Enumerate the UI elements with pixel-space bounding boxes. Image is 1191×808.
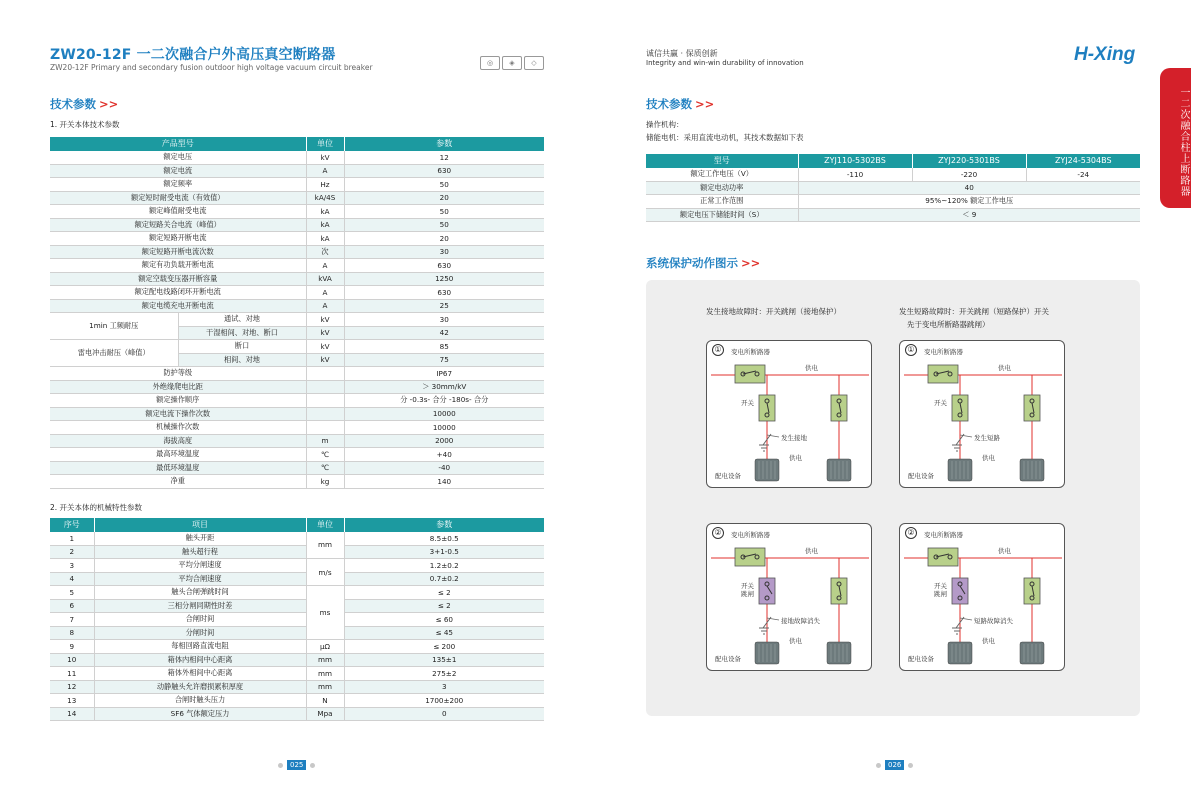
supply-label: 供电 — [805, 364, 818, 372]
fault-label: 接地故障消失 — [781, 617, 820, 625]
section-heading-protection: 系统保护动作图示 >> — [646, 256, 761, 270]
page-subtitle: ZW20-12F Primary and secondary fusion outdoor high voltage vacuum circuit breaker — [50, 63, 373, 72]
col-header-unit: 单位 — [306, 518, 344, 532]
fault-label: 发生接地 — [781, 434, 807, 442]
table2-caption: 2. 开关本体的机械特性参数 — [50, 503, 143, 512]
cert-icon: ◎ — [480, 56, 500, 70]
brand-logo — [1074, 40, 1138, 66]
power-label: 供电 — [789, 454, 802, 462]
supply-label: 供电 — [805, 547, 818, 555]
mechanism-label: 操作机构： — [646, 120, 684, 129]
col-header-model-a: ZYJ110-5302BS — [798, 154, 912, 168]
table-row: 13 合闸时触头压力 N 1700±200 — [50, 694, 544, 708]
table-row: 额定电流 A 630 — [50, 164, 544, 178]
svg-text:H-Xing: H-Xing — [1074, 44, 1136, 65]
table-row: 额定有功负载开断电流 A 630 — [50, 259, 544, 273]
breaker-label: 变电所断路器 — [731, 348, 770, 356]
table-row: 机械操作次数 10000 — [50, 421, 544, 435]
switch-label: 开关 — [741, 399, 754, 407]
table-row: 额定电压 kV 12 — [50, 151, 544, 165]
table-row: 4 平均合闸速度 0.7±0.2 — [50, 572, 544, 586]
table-row: 额定短路开断电流次数 次 30 — [50, 245, 544, 259]
table-row: 额定电流下操作次数 10000 — [50, 407, 544, 421]
equipment-label: 配电设备 — [908, 655, 934, 663]
switch-label: 开关跳闸 — [741, 582, 754, 598]
slogan: 诚信共赢 · 保质创新 — [646, 49, 718, 58]
step-number: ② — [712, 527, 724, 539]
table-row: 最高环境温度 ℃ +40 — [50, 448, 544, 462]
supply-label: 供电 — [998, 547, 1011, 555]
power-label: 供电 — [789, 637, 802, 645]
table-row: 10 箱体内相间中心距离 mm 135±1 — [50, 653, 544, 667]
breaker-label: 变电所断路器 — [731, 531, 770, 539]
section-heading: 技术参数 >> — [50, 97, 119, 111]
right-page — [596, 0, 1191, 808]
table-row: 额定空载变压器开断容量 kVA 1250 — [50, 272, 544, 286]
fault-label: 短路故障消失 — [974, 617, 1013, 625]
switch-label: 开关 — [934, 399, 947, 407]
page-title: ZW20-12F 一二次融合户外高压真空断路器 — [50, 47, 336, 63]
table-row: 额定短路关合电流（峰值） kA 50 — [50, 218, 544, 232]
section-heading: 技术参数 >> — [646, 97, 715, 111]
table-row: 额定电动功率 40 — [646, 181, 1140, 195]
table-row: 9 每相回路直流电阻 μΩ ≤ 200 — [50, 640, 544, 654]
protection-panel — [899, 523, 1065, 671]
protection-panel — [706, 523, 872, 671]
table-row: 额定电缆充电开断电流 A 25 — [50, 299, 544, 313]
cert-icon: ◈ — [502, 56, 522, 70]
mechanical-spec-table — [50, 518, 544, 721]
cert-icon: ◇ — [524, 56, 544, 70]
table-row: 海拔高度 m 2000 — [50, 434, 544, 448]
col-header-param: 参数 — [344, 518, 544, 532]
table-row: 额定频率 Hz 50 — [50, 178, 544, 192]
table-row: 净重 kg 140 — [50, 475, 544, 489]
page-number: 025 — [278, 760, 315, 770]
table-row: 11 箱体外相间中心距离 mm 275±2 — [50, 667, 544, 681]
fault-label: 发生短路 — [974, 434, 1000, 442]
page-number: 026 — [876, 760, 913, 770]
breaker-label: 变电所断路器 — [924, 348, 963, 356]
switch-label: 开关跳闸 — [934, 582, 947, 598]
short-fault-caption: 发生短路故障时：开关跳闸（短路保护）开关 — [899, 307, 1049, 316]
table-row: 12 动静触头允许磨损累积厚度 mm 3 — [50, 680, 544, 694]
col-header-unit: 单位 — [306, 137, 344, 151]
slogan-en: Integrity and win-win durability of innovation — [646, 59, 804, 67]
motor-description: 储能电机：采用直流电动机，其技术数据如下表 — [646, 133, 804, 142]
step-number: ① — [712, 344, 724, 356]
col-header-model: 产品型号 — [50, 137, 306, 151]
table-row: 8 分闸时间 ≤ 45 — [50, 626, 544, 640]
col-header-item: 项目 — [94, 518, 306, 532]
breaker-label: 变电所断路器 — [924, 531, 963, 539]
col-header-model-c: ZYJ24-5304BS — [1026, 154, 1140, 168]
col-header-index: 序号 — [50, 518, 94, 532]
table-row: 干湿相间、对地、断口 kV 42 — [50, 326, 544, 340]
table-row: 最低环境温度 ℃ -40 — [50, 461, 544, 475]
step-number: ② — [905, 527, 917, 539]
table-row: 额定工作电压（V） -110 -220 -24 — [646, 168, 1140, 182]
protection-panel — [899, 340, 1065, 488]
table-row: 6 三相分闸同期性时差 ≤ 2 — [50, 599, 544, 613]
table1-caption: 1. 开关本体技术参数 — [50, 120, 120, 129]
ground-fault-caption: 发生接地故障时：开关跳闸（接地保护） — [706, 307, 841, 316]
equipment-label: 配电设备 — [715, 472, 741, 480]
table-row: 额定操作顺序 分 -0.3s- 合分 -180s- 合分 — [50, 394, 544, 408]
table-row: 1 触头开距 mm 8.5±0.5 — [50, 532, 544, 546]
left-page — [0, 0, 595, 808]
table-row: 相间、对地 kV 75 — [50, 353, 544, 367]
supply-label: 供电 — [998, 364, 1011, 372]
power-label: 供电 — [982, 637, 995, 645]
table-row: 正常工作范围 95%~120% 额定工作电压 — [646, 195, 1140, 209]
motor-spec-table — [646, 154, 1140, 222]
table-row: 14 SF6 气体额定压力 Mpa 0 — [50, 707, 544, 721]
table-row: 5 触头合闸弹跳时间 ms ≤ 2 — [50, 586, 544, 600]
col-header-model-b: ZYJ220-5301BS — [912, 154, 1026, 168]
table-row: 额定短路开断电流 kA 20 — [50, 232, 544, 246]
table-row: 1min 工频耐压 通试、对地 kV 30 — [50, 313, 544, 327]
equipment-label: 配电设备 — [715, 655, 741, 663]
table-row: 2 触头超行程 3+1-0.5 — [50, 545, 544, 559]
certification-icons — [480, 56, 544, 70]
power-label: 供电 — [982, 454, 995, 462]
table-row: 7 合闸时间 ≤ 60 — [50, 613, 544, 627]
table-row: 3 平均分闸速度 m/s 1.2±0.2 — [50, 559, 544, 573]
protection-panel — [706, 340, 872, 488]
table-row: 额定配电线路闭环开断电流 A 630 — [50, 286, 544, 300]
short-fault-caption-2: 先于变电所断路器跳闸） — [907, 320, 990, 329]
table-row: 额定峰值耐受电流 kA 50 — [50, 205, 544, 219]
step-number: ① — [905, 344, 917, 356]
table-row: 雷电冲击耐压（峰值） 断口 kV 85 — [50, 340, 544, 354]
table-row: 额定短时耐受电流（有效值） kA/4S 20 — [50, 191, 544, 205]
col-header-model: 型号 — [646, 154, 798, 168]
table-row: 额定电压下储能时间（S） ＜ 9 — [646, 208, 1140, 222]
table-row: 防护等级 IP67 — [50, 367, 544, 381]
col-header-param: 参数 — [344, 137, 544, 151]
equipment-label: 配电设备 — [908, 472, 934, 480]
table-row: 外绝缘爬电比距 ＞ 30mm/kV — [50, 380, 544, 394]
side-category-tab: 一二次融合柱上断路器 — [1160, 68, 1191, 208]
switch-spec-table — [50, 137, 544, 489]
